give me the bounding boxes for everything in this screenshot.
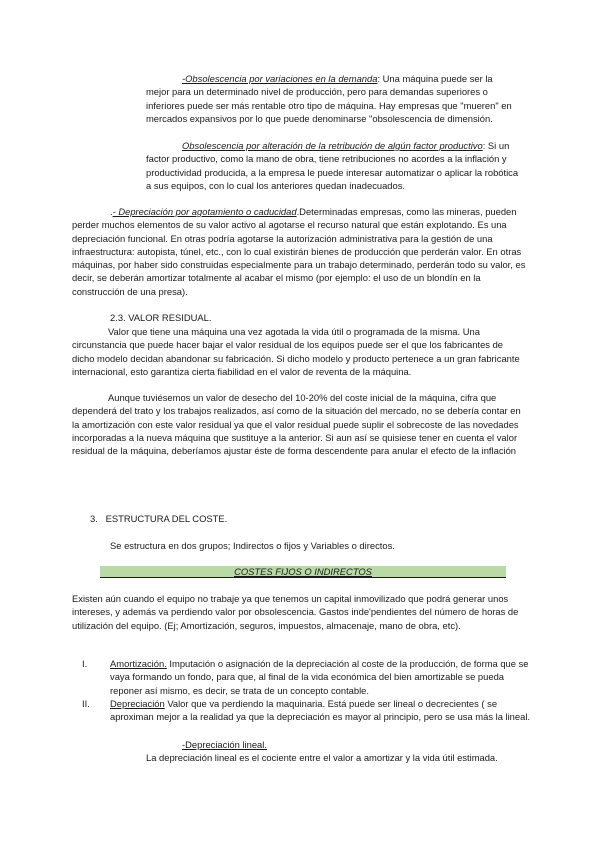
estructura-title: ESTRUCTURA DEL COSTE. bbox=[105, 513, 228, 524]
list-number: I. bbox=[82, 658, 88, 669]
costes-fijos-band bbox=[100, 566, 506, 578]
depreciacion-text: Valor que va perdiendo la maquinaria. Está puede ser lineal o decrecientes ( se aproximan mejor a la realidad ya que la depreciación es mayor al principio, pero se usa más la lineal. bbox=[110, 698, 531, 723]
estructura-number: 3. bbox=[90, 513, 98, 524]
agotamiento-prefix: . bbox=[110, 206, 113, 217]
valor-residual-heading: 2.3. VALOR RESIDUAL. bbox=[110, 312, 212, 323]
costes-fijos-title: COSTES FIJOS O INDIRECTOS bbox=[234, 566, 372, 577]
list-number: II. bbox=[82, 698, 90, 709]
estructura-heading bbox=[90, 512, 390, 525]
depreciacion-lineal-heading: -Depreciación lineal. bbox=[182, 739, 267, 750]
costes-fijos-paragraph: Existen aún cuando el equipo no trabaje ya que tenemos un capital inmovilizado que podrá generar unos intereses, y además va perdiendo valor por obsolescencia. Gastos inde'pendientes del número de horas de utilización del equipo. (Ej; Amortización, seguros, impuestos, almacenaje, mano de obra, etc). bbox=[72, 593, 519, 631]
obsolescencia-retribucion-heading: Obsolescencia por alteración de la retribución de algún factor productivo bbox=[182, 140, 483, 151]
amortizacion-heading: Amortización. bbox=[110, 658, 167, 669]
agotamiento-heading: - Depreciación por agotamiento o caducidad bbox=[112, 206, 297, 217]
list-item-depreciacion bbox=[82, 697, 531, 724]
obsolescencia-demanda-text: : Una máquina puede ser la mejor para un determinado nivel de producción, pero para demandas superiores o inferiores puede ser más rentable otro tipo de máquina. Hay empresas que "mueren" en mercados expansivos por lo que puede denominarse "obsolescencia de dimensión. bbox=[146, 73, 512, 124]
depreciacion-heading: Depreciación bbox=[110, 698, 165, 709]
valor-residual-paragraph-2: Aunque tuviésemos un valor de desecho del 10-20% del coste inicial de la máquina, cifra que dependerá del trato y los trabajos realizados, así como de la situación del mercado, no se debería contar en la amortización con este valor residual ya que el valor residual puede suplir el sobrecoste de las novedades incorporadas a la nueva máquina que sustituye a la anterior. Si aun así se quisiese tener en cuenta el valor residual de la máquina, deberíamos ajustar éste de forma descendente para anular el efecto de la inflación bbox=[72, 392, 521, 457]
estructura-intro: Se estructura en dos grupos; Indirectos o fijos y Variables o directos. bbox=[110, 540, 395, 551]
list-item-amortizacion bbox=[82, 657, 530, 697]
agotamiento-text: .Determinadas empresas, como las mineras, pueden perder muchos elementos de su valor activo al agotarse el recurso natural que están explotando. Es una depreciación funcional. En otras podría agotarse la autorización administrativa para la gestión de una infraestructura: autopista, túnel, etc., con lo cual existirán bienes de producción que perderán valor. En otras máquinas, por haber sido construidas especialmente para un trabajo determinado, perderán todo su valor, es decir, se deberán amortizar totalmente al acabar el mismo (por ejemplo: el uso de un blondín en la construcción de una presa). bbox=[72, 206, 526, 297]
amortizacion-text: Imputación o asignación de la depreciación al coste de la producción, de forma que se vaya formando un fondo, para que, al final de la vida económica del bien amortizable se pueda reponer así mismo, es decir, se trata de un concepto contable. bbox=[110, 658, 529, 696]
obsolescencia-retribucion-paragraph bbox=[146, 139, 520, 192]
depreciacion-lineal-text: La depreciación lineal es el cociente entre el valor a amortizar y la vida útil estimada. bbox=[146, 752, 498, 763]
obsolescencia-demanda-heading: -Obsolescencia por variaciones en la demanda bbox=[182, 73, 378, 84]
agotamiento-paragraph bbox=[72, 205, 528, 298]
obsolescencia-retribucion-text: : Si un factor productivo, como la mano de obra, tiene retribuciones no acordes a la inflación y productividad producida, a la empresa le puede interesar automatizar o aplicar la robótica a sus equipos, con lo cual los anteriores quedan inadecuados. bbox=[146, 140, 519, 191]
valor-residual-paragraph-1: Valor que tiene una máquina una vez agotada la vida útil o programada de la misma. Una circunstancia que puede hacer bajar el valor residual de los equipos puede ser el que los fabricantes de dicho modelo decidan abandonar su fabricación. Si dicho modelo y producto pertenece a un gran fabricante internacional, esto garantiza cierta fiabilidad en el valor de reventa de la máquina. bbox=[72, 326, 520, 377]
obsolescencia-demanda-paragraph bbox=[146, 72, 518, 125]
